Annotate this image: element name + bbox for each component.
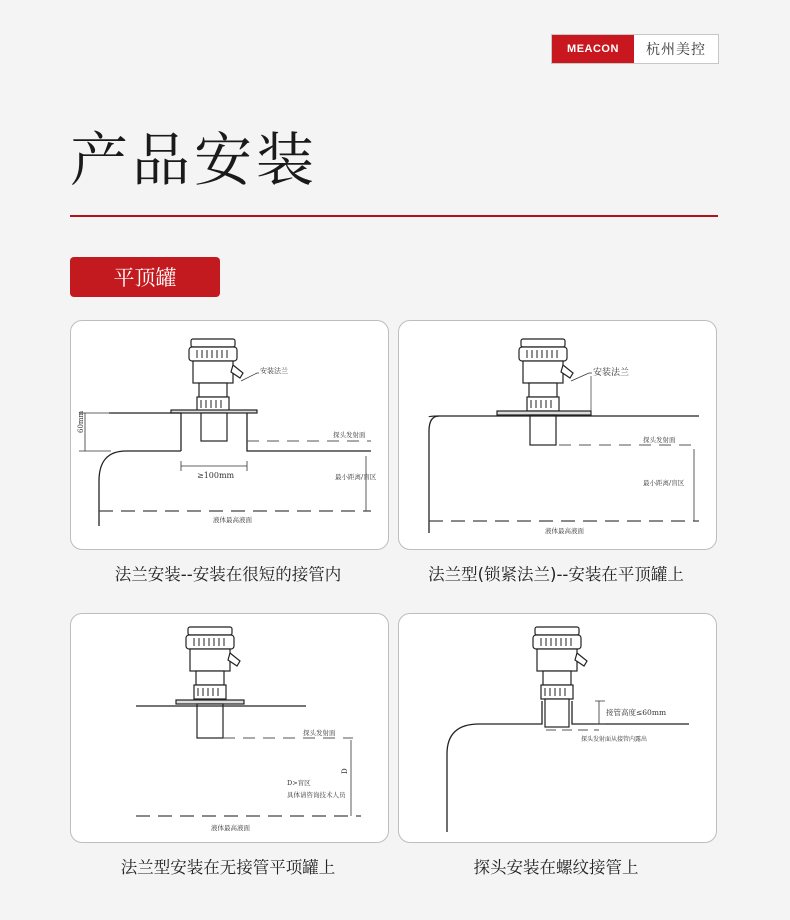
diagram-caption: 法兰型安装在无接管平项罐上 <box>120 858 336 877</box>
flange-label: 安装法兰 <box>593 368 630 378</box>
diagram-card-no-nozzle <box>70 613 389 843</box>
title-divider <box>70 215 718 217</box>
diagram-caption: 法兰安装--安装在很短的接管内 <box>114 565 342 584</box>
emit-surface-label: 探头发射面 <box>333 431 366 439</box>
page-title: 产品安装 <box>70 126 319 194</box>
diagram-card-threaded-pipe <box>398 613 717 843</box>
min-distance-label: 最小距离/盲区 <box>335 473 377 481</box>
diagram-lock-flange <box>399 321 716 549</box>
diagram-threaded-pipe <box>399 614 716 842</box>
sensor-icon <box>533 627 587 727</box>
diagram-card-lock-flange <box>398 320 717 550</box>
diagram-no-nozzle <box>71 614 388 842</box>
liquid-level-label: 液体最高液面 <box>213 516 252 524</box>
width-dimension-label: ≥100mm <box>197 471 235 480</box>
contact-note: 具体请咨询技术人员 <box>287 791 346 799</box>
diagram-caption: 法兰型(锁紧法兰)--安装在平顶罐上 <box>428 565 684 584</box>
brand-name: 杭州美控 <box>646 42 706 58</box>
min-distance-label: 最小距离/盲区 <box>643 479 685 487</box>
section-label: 平顶罐 <box>70 257 220 297</box>
emit-surface-label: 探头发射面 <box>303 729 336 737</box>
brand-badge <box>551 34 719 64</box>
tank-outline <box>429 416 699 533</box>
emit-surface-label: 探头发射面从接管内露出 <box>581 736 648 743</box>
pipe-height-label: 接管高度≤60mm <box>606 708 667 717</box>
sensor-icon <box>176 627 244 738</box>
flange-label: 安装法兰 <box>260 367 288 375</box>
liquid-level-label: 液体最高液面 <box>545 527 584 535</box>
emit-surface-label: 探头发射面 <box>643 436 676 444</box>
tank-outline <box>99 413 371 526</box>
sensor-icon <box>171 339 257 441</box>
distance-d-label: D <box>341 768 349 774</box>
diagram-card-short-nozzle <box>70 320 389 550</box>
brand-logo: MEACON <box>552 35 634 63</box>
diagram-short-nozzle <box>71 321 388 549</box>
blind-zone-note: D>盲区 <box>287 779 311 787</box>
liquid-level-label: 液体最高液面 <box>211 824 250 832</box>
sensor-icon <box>497 339 591 445</box>
diagram-caption: 探头安装在螺纹接管上 <box>473 858 639 877</box>
height-dimension-label: 60mm <box>77 410 85 433</box>
